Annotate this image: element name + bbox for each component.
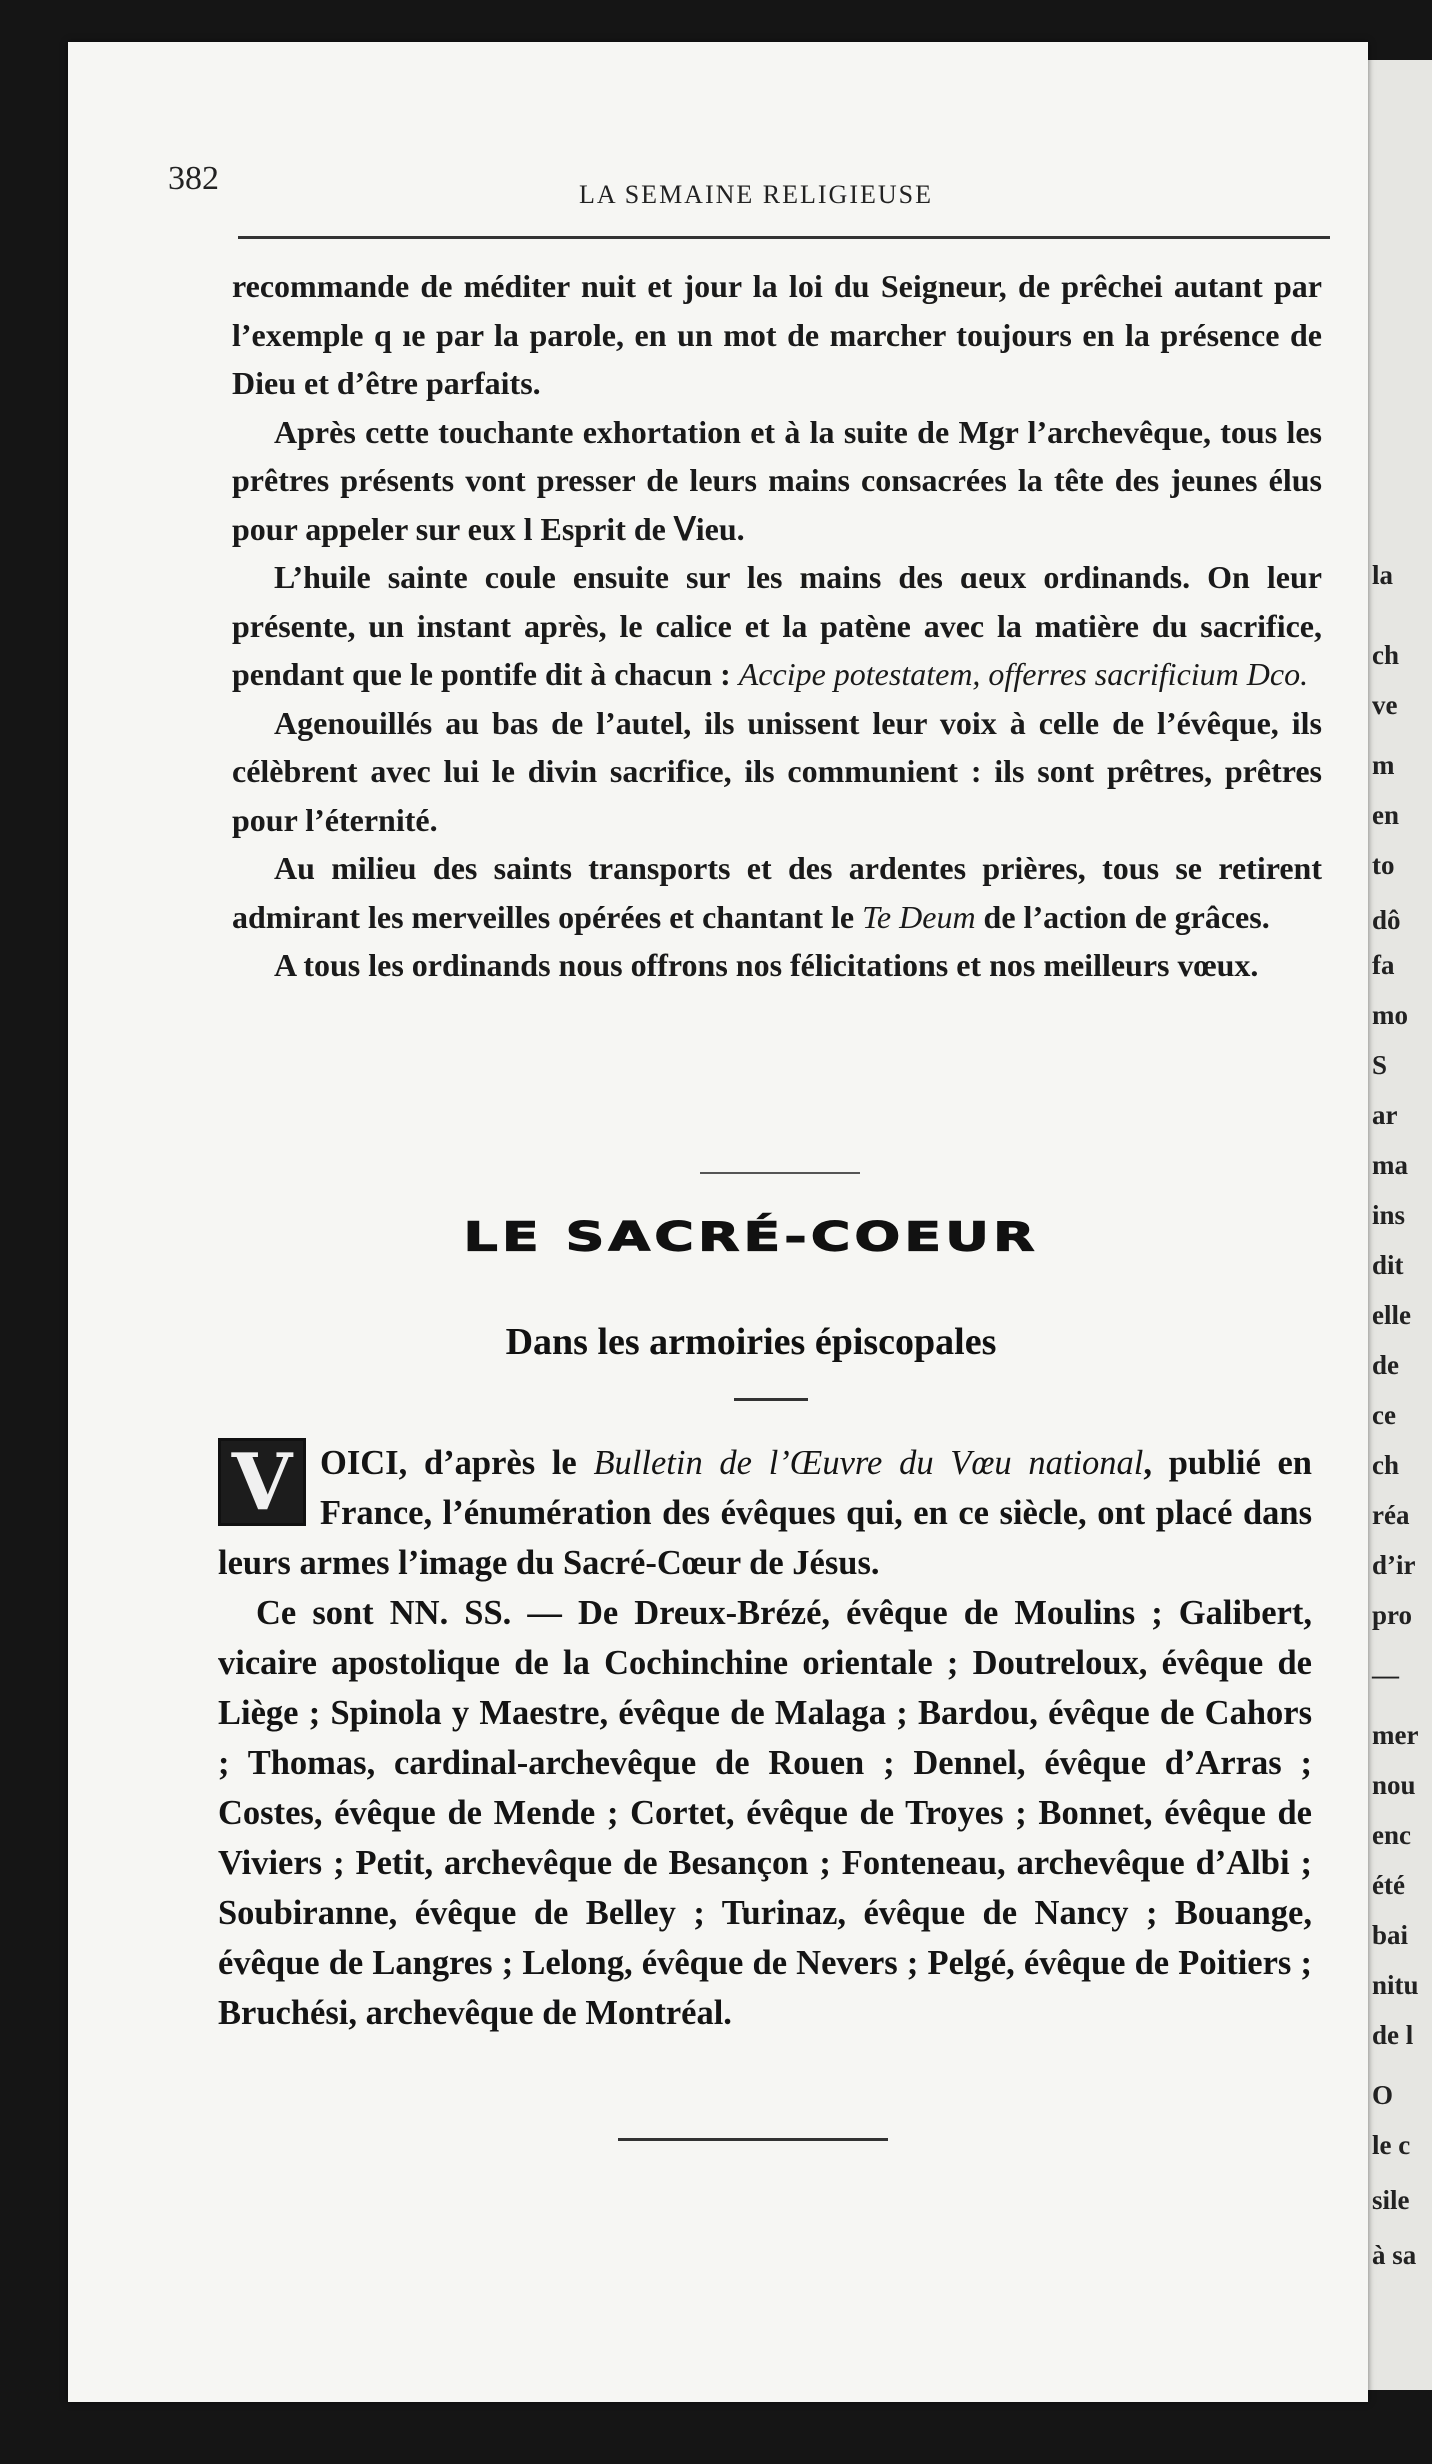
neighbor-fragment: ve [1372, 690, 1398, 720]
neighbor-fragment: pro [1372, 1600, 1413, 1630]
neighbor-fragment: de [1372, 1350, 1399, 1380]
neighbor-fragment: elle [1372, 1300, 1411, 1330]
neighbor-fragment: mo [1372, 1000, 1408, 1030]
neighbor-fragment: dit [1372, 1250, 1404, 1280]
neighbor-fragment: à sa [1372, 2240, 1417, 2270]
neighbor-fragment: nitu [1372, 1970, 1419, 2000]
neighbor-fragment: sile [1372, 2185, 1410, 2215]
neighbor-fragment: O [1372, 2080, 1394, 2110]
bulletin-title: Bulletin de l’Œuvre du Vœu national [593, 1444, 1144, 1482]
neighbor-fragment: le c [1372, 2130, 1411, 2160]
neighbor-fragment: S [1372, 1050, 1388, 1080]
article-subtitle: Dans les armoiries épiscopales [505, 1321, 997, 1363]
bishops-list: Ce sont NN. SS. — De Dreux-Brézé, évêque de Moulins ; Galibert, vicaire apostolique de la Cochinchine orientale ; Doutreloux, évêque de Liège ; Spinola y Maestre, évêque de Malaga ; Bardou, évêque de Cahors ; Thomas, cardinal-archevêque de Rouen ; Dennel, évêque d’Arras ; Costes, évêque de Mende ; Cortet, évêque de Troyes ; Bonnet, évêque de Viviers ; Petit, archevêque de Besançon ; Fonteneau, archevêque d’Albi ; Soubiranne, évêque de Belley ; Turinaz, évêque de Nancy ; Bouange, évêque de Langres ; Lelong, évêque de Nevers ; Pelgé, évêque de Poitiers ; Bruchési, archevêque de Montréal. [218, 1594, 1312, 2032]
neighbor-fragment: la [1372, 560, 1394, 590]
paragraph: L’huile sainte coule ensuite sur les mains des ɑeux ordinands. On leur présente, un instant après, le calice et la patène avec la matière du sacrifice, pendant que le pontife dit à chacun : Accipe potestatem, offerres sacrificium Dco. [232, 559, 1322, 692]
neighbor-fragment: mer [1372, 1720, 1419, 1750]
paragraph: Agenouillés au bas de l’autel, ils unissent leur voix à celle de l’évêque, ils célèbrent avec lui le divin sacrifice, ils communient : ils sont prêtres, prêtres pour l’éternité. [232, 704, 1322, 838]
neighbor-fragment: d’ir [1372, 1550, 1416, 1580]
neighbor-fragment: enc [1372, 1820, 1411, 1850]
article-title: LE SACRÉ-COEUR [463, 1212, 1039, 1261]
paragraph: Après cette touchante exhortation et à la suite de Mgr l’archevêque, tous les prêtres présents vont presser de leurs mains consacrées la tête des jeunes élus pour appeler sur eux l Esprit de ᐯieu. [232, 413, 1322, 547]
neighbor-fragment: fa [1372, 950, 1395, 980]
neighbor-fragment: dô [1372, 905, 1401, 935]
neighbor-fragment: — [1372, 1660, 1399, 1690]
latin-quote: Accipe potestatem, offerres sacrificium Dco. [738, 656, 1309, 692]
paragraph: A tous les ordinands nous offrons nos félicitations et nos meilleurs vœux. [274, 947, 1259, 983]
neighbor-fragment: ins [1372, 1200, 1406, 1230]
article-body [218, 1438, 1312, 2038]
page-number: 382 [168, 160, 219, 197]
paragraph: Au milieu des saints transports et des ardentes prières, tous se retirent admirant les merveilles opérées et chantant le Te Deum de l’action de grâces. [232, 850, 1322, 935]
neighbor-fragment: ce [1372, 1400, 1396, 1430]
body-text [232, 262, 1322, 990]
neighbor-fragment: nou [1372, 1770, 1416, 1800]
running-title: LA SEMAINE RELIGIEUSE [579, 180, 933, 209]
te-deum: Te Deum [862, 898, 976, 935]
neighbor-fragment: ch [1372, 1450, 1399, 1480]
neighbor-fragment: réa [1372, 1500, 1410, 1530]
section-separator [700, 1172, 860, 1174]
neighbor-fragment: m [1372, 750, 1395, 780]
neighbor-fragment: été [1372, 1870, 1405, 1900]
end-separator [618, 2138, 888, 2141]
neighbor-fragment: de l [1372, 2020, 1414, 2050]
neighbor-fragment: en [1372, 800, 1399, 830]
ornamental-initial: V [218, 1438, 306, 1526]
intro-paragraph: V OICI, d’après le Bulletin de l’Œuvre du Vœu national, publié en France, l’énumération des évêques qui, en ce siècle, ont placé dans leurs armes l’image du Sacré-Cœur de Jésus. [218, 1437, 1312, 1582]
neighbor-fragment: to [1372, 850, 1395, 880]
neighbor-fragment: ar [1372, 1100, 1398, 1130]
paragraph: recommande de méditer nuit et jour la loi du Seigneur, de prêchei autant par l’exemple q ıe par la parole, en un mot de marcher toujours en la présence de Dieu et d’être parfaits. [232, 268, 1322, 401]
title-separator [734, 1398, 808, 1401]
header-rule [238, 236, 1330, 239]
neighbor-fragment: ma [1372, 1150, 1408, 1180]
neighbor-fragment: bai [1372, 1920, 1409, 1950]
neighbor-fragment: ch [1372, 640, 1399, 670]
